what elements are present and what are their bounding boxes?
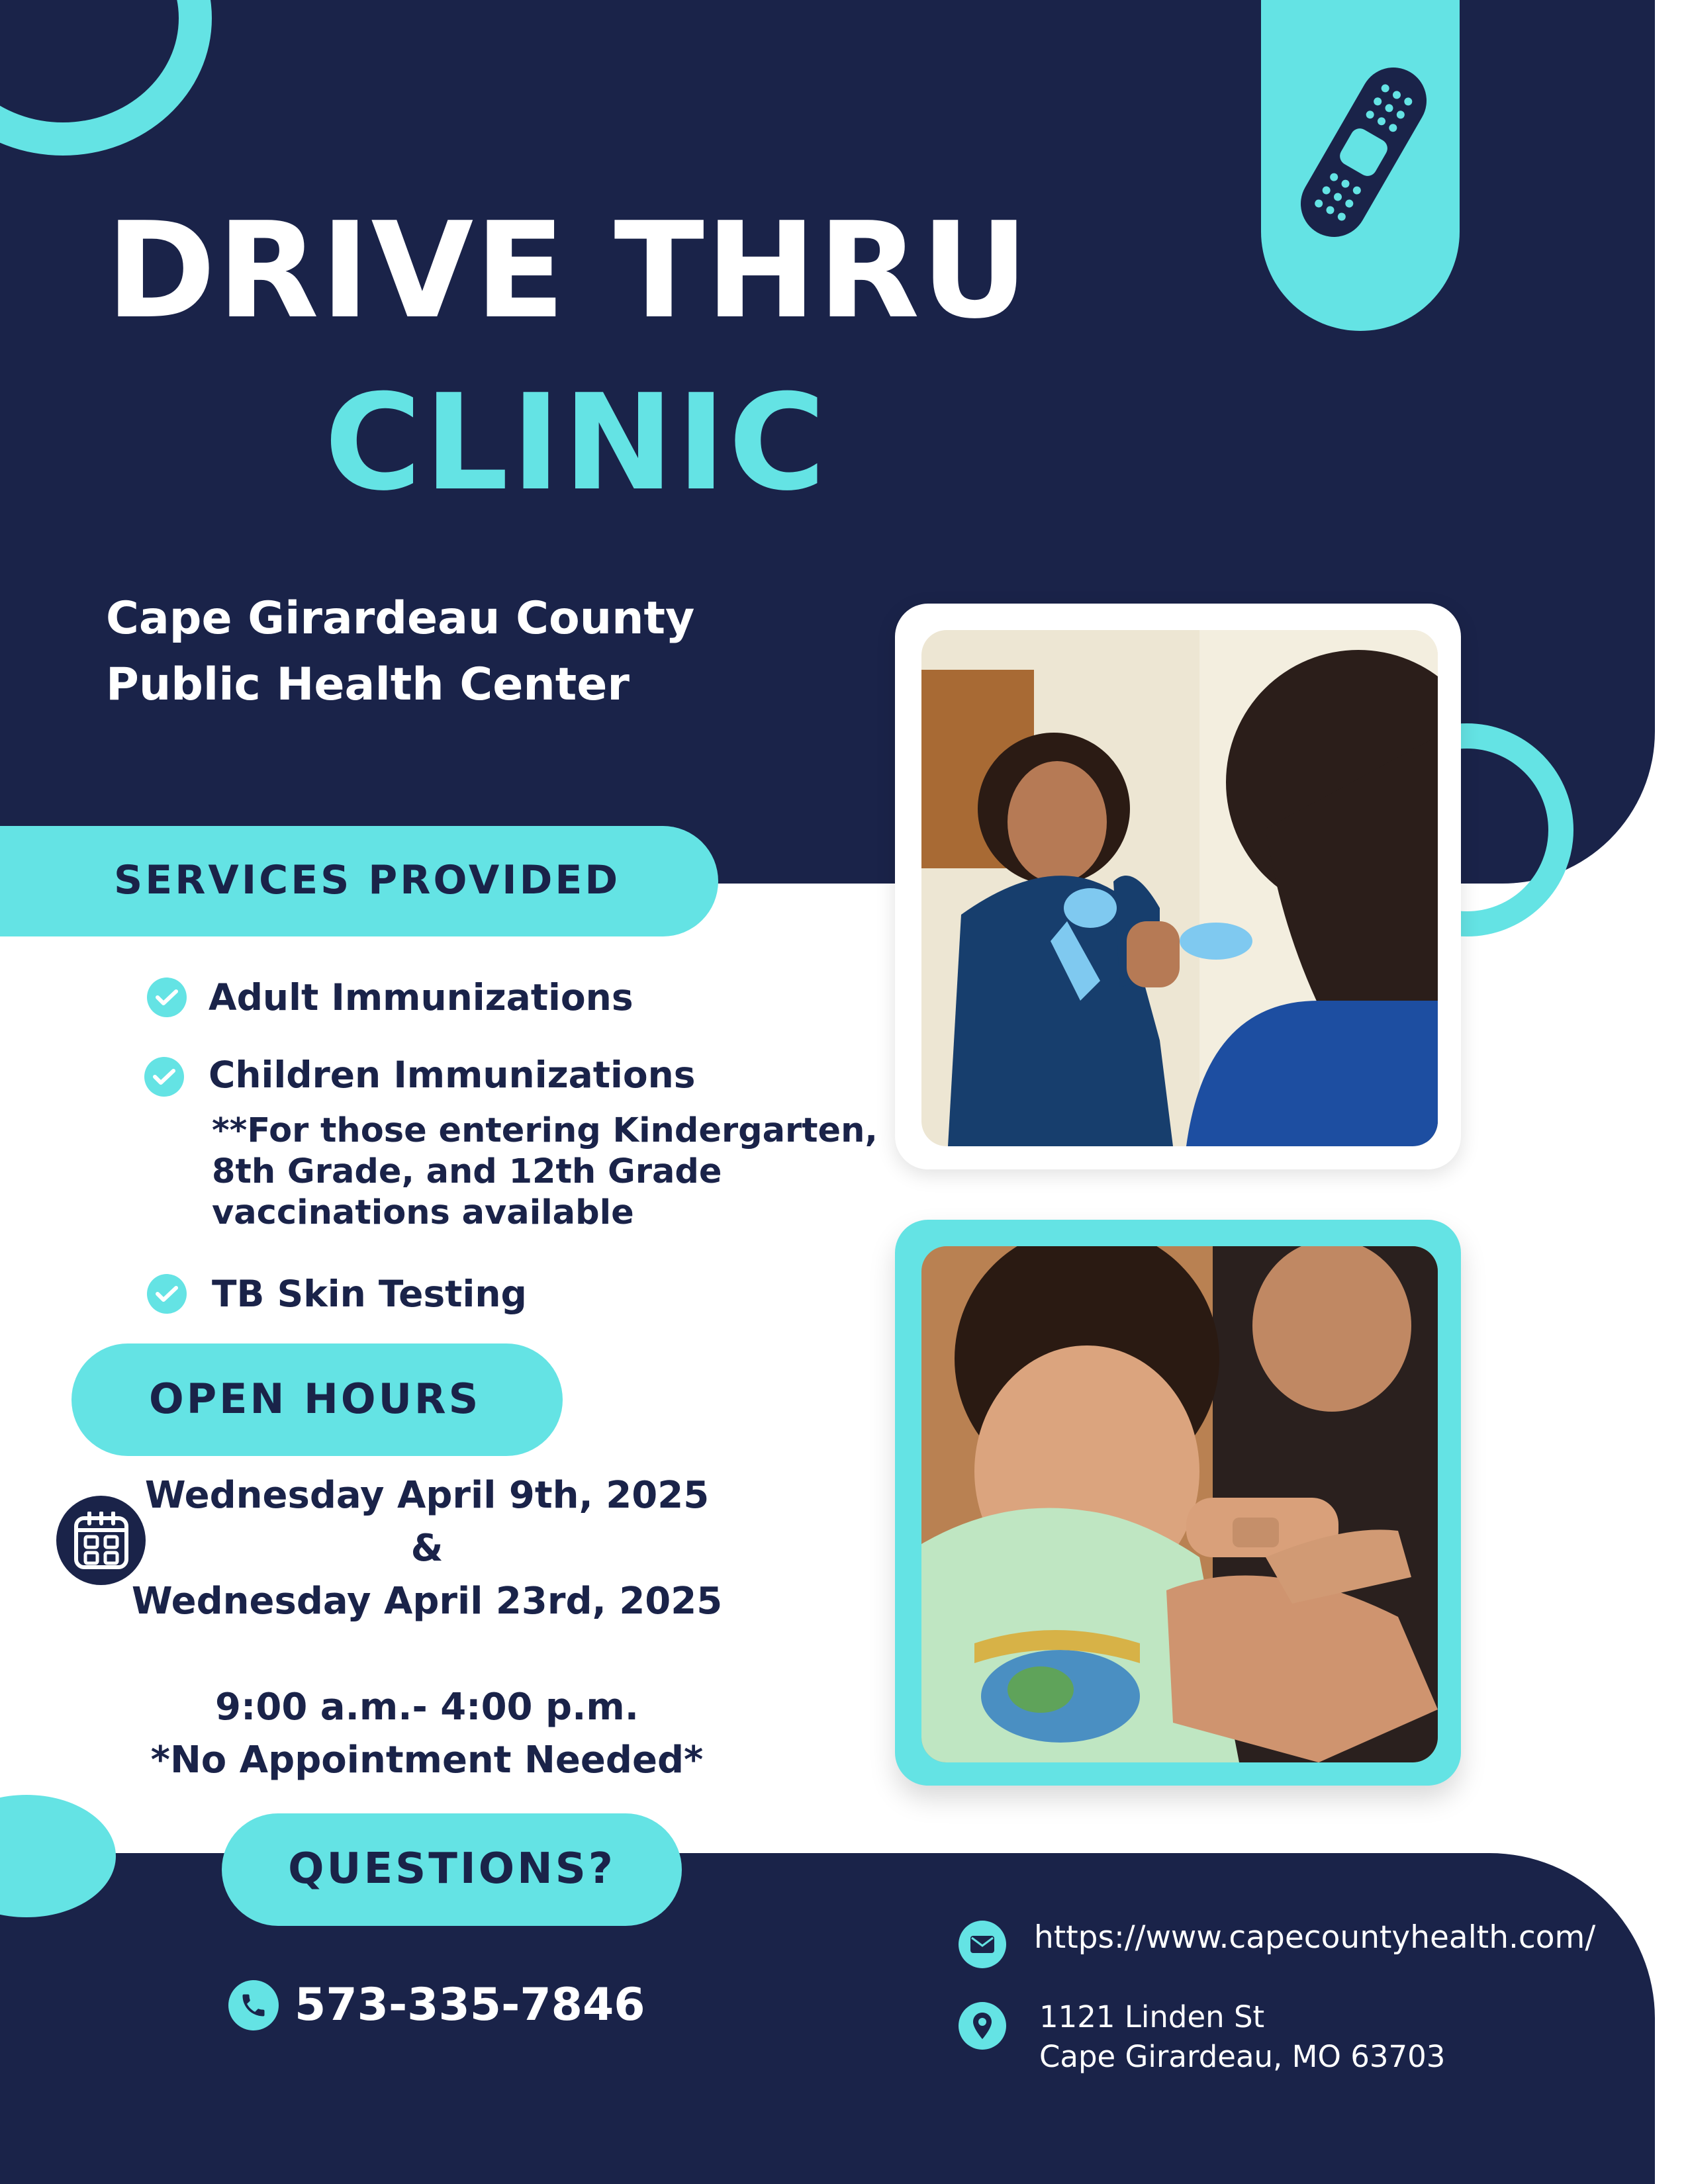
- mail-icon: [959, 1921, 1006, 1968]
- open-time: 9:00 a.m.- 4:00 p.m.: [215, 1686, 639, 1729]
- check-icon: [147, 978, 187, 1017]
- children-immunizations-note-line3: vaccinations available: [212, 1193, 634, 1232]
- appointment-note: *No Appointment Needed*: [150, 1739, 704, 1782]
- phone-number[interactable]: 573-335-7846: [295, 1979, 645, 2031]
- address-line-2: Cape Girardeau, MO 63703: [1039, 2039, 1446, 2074]
- open-date-1: Wednesday April 9th, 2025: [144, 1474, 710, 1517]
- children-immunizations-note-line1: **For those entering Kindergarten,: [212, 1111, 878, 1150]
- location-pin-icon: [959, 2002, 1006, 2050]
- children-immunizations-note-line2: 8th Grade, and 12th Grade: [212, 1152, 722, 1191]
- photo-adult-vaccination: [921, 630, 1438, 1146]
- check-icon: [144, 1057, 184, 1097]
- open-dates-ampersand: &: [410, 1527, 444, 1570]
- open-hours-block: [99, 1469, 755, 1787]
- service-item-children-immunizations: Children Immunizations: [209, 1054, 696, 1096]
- title-clinic: CLINIC: [324, 366, 829, 520]
- open-date-2: Wednesday April 23rd, 2025: [131, 1580, 723, 1623]
- services-heading: SERVICES PROVIDED: [114, 857, 621, 903]
- bandage-icon: [1294, 43, 1433, 261]
- title-drive-thru: DRIVE THRU: [106, 194, 1030, 348]
- address-line-1: 1121 Linden St: [1039, 1999, 1265, 2034]
- service-item-adult-immunizations: Adult Immunizations: [209, 976, 633, 1019]
- organization-name-line1: Cape Girardeau County: [106, 592, 695, 645]
- phone-icon: [228, 1980, 279, 2030]
- organization-name-line2: Public Health Center: [106, 659, 630, 711]
- open-hours-heading: OPEN HOURS: [149, 1375, 481, 1423]
- check-icon: [147, 1274, 187, 1314]
- service-item-tb-skin-testing: TB Skin Testing: [212, 1273, 527, 1315]
- photo-child-vaccination: [921, 1246, 1438, 1762]
- website-link[interactable]: https://www.capecountyhealth.com/: [1034, 1919, 1596, 1956]
- questions-heading: QUESTIONS?: [288, 1844, 616, 1893]
